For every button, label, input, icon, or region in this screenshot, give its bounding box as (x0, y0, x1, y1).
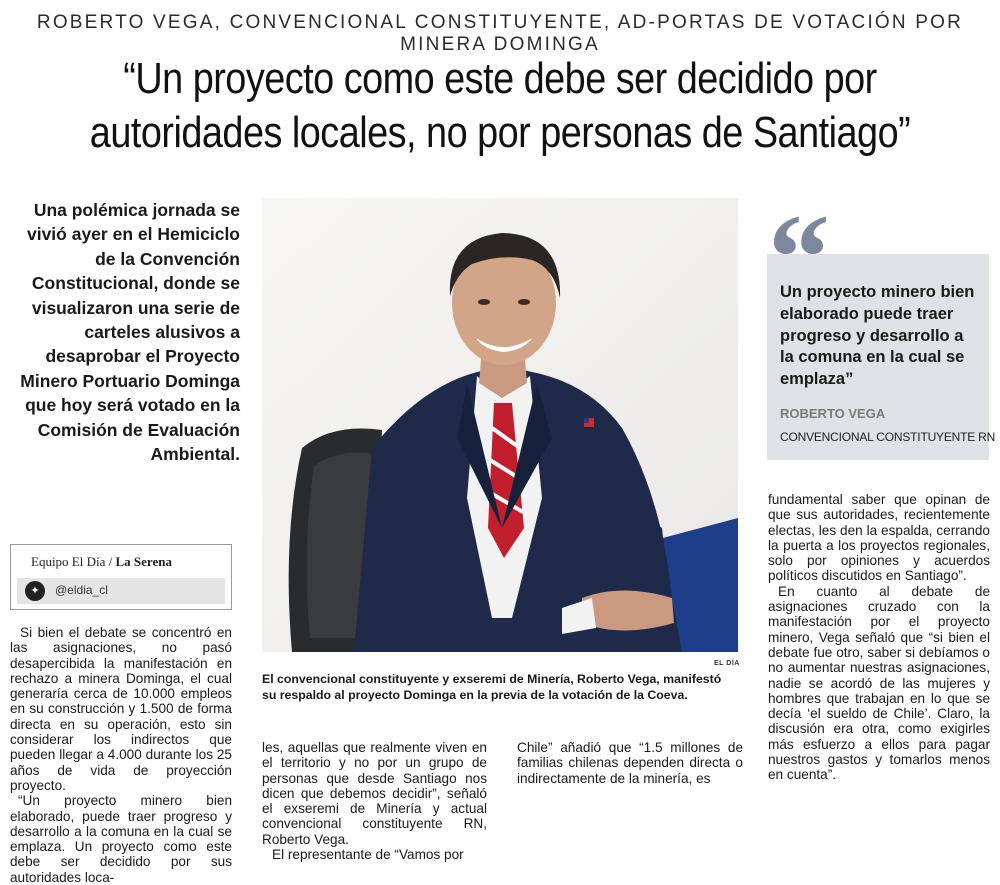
body-paragraph: En cuanto al debate de asignaciones cruzado con la manifestación por el proyecto minero, Vega señaló que “si bien el debate fue otro, saber si debíamos o no aumentar nuestras asignaciones, nadie se acordó de las mujeres y hombres que trabajan en lo que se decía ‘el sueldo de Chile’. Claro, la discusión era otra, como exigirles más esfuerzo a ellos para pagar nuestros gastos y tomarlos menos en cuenta”. (768, 583, 990, 783)
byline-box (10, 544, 232, 610)
twitter-handle[interactable]: @eldia_cl (55, 583, 108, 597)
body-column-4 (768, 492, 990, 783)
byline-author: Equipo El Día / (31, 554, 113, 569)
pull-quote-name: ROBERTO VEGA (780, 406, 886, 421)
pull-quote-text: Un proyecto minero bien elaborado puede traer progreso y desarrollo a la comuna en la cual se emplaza” (780, 283, 975, 389)
photo-caption: El convencional constituyente y exseremi de Minería, Roberto Vega, manifestó su respaldo al proyecto Dominga en la previa de la votación de la Coeva. (262, 672, 722, 702)
byline (31, 554, 172, 570)
body-column-2 (262, 740, 487, 862)
body-paragraph: Si bien el debate se concentró en las asignaciones, no pasó desapercibida la manifestación en rechazo a minera Dominga, el cual generaría cerca de 10.000 empleos en su construcción y 1.500 de forma directa en su operación, esto sin considerar los indirectos que pueden llegar a 4.000 durante los 25 años de vida de proyección proyecto. (10, 625, 232, 793)
body-paragraph: fundamental saber que opinan de que sus autoridades, recientemente electas, les den la espalda, cerrando la puerta a los proyectos regionales, solo por opiniones y acuerdos políticos discutidos en Santiago”. (768, 492, 990, 584)
body-paragraph: Chile” añadió que “1.5 millones de familias chilenas dependen directa o indirectamente de la minería, es (517, 740, 743, 786)
headline-line-1: “Un proyecto como este debe ser decidido por (123, 54, 877, 103)
body-paragraph: “Un proyecto minero bien elaborado, puede traer progreso y desarrollo a la comuna en la cual se emplaza. Un proyecto como este debe ser decidido por sus autoridades loca- (10, 793, 232, 885)
twitter-icon[interactable]: ✦ (25, 581, 45, 601)
portrait-illustration (262, 198, 738, 652)
body-paragraph: les, aquellas que realmente viven en el territorio y no por un grupo de personas que desde Santiago nos dicen que debemos decidir”, señaló el exseremi de Minería y actual convencional constituyente RN, Roberto Vega. (262, 740, 487, 847)
kicker: ROBERTO VEGA, CONVENCIONAL CONSTITUYENTE, AD-PORTAS DE VOTACIÓN POR MINERA DOMINGA (36, 12, 964, 55)
portrait-photo (262, 198, 738, 652)
body-column-1 (10, 625, 232, 885)
body-column-3 (517, 740, 743, 786)
photo-credit: EL DÍA (714, 660, 740, 667)
lead-paragraph: Una polémica jornada se vivió ayer en el Hemiciclo de la Convención Constitucional, donde se visualizaron una serie de carteles alusivos a desaprobar el Proyecto Minero Portuario Dominga que hoy será votado en la Comisión de Evaluación Ambiental. (20, 200, 240, 465)
headline-line-2: autoridades locales, no por personas de Santiago” (89, 108, 911, 157)
pull-quote-role: CONVENCIONAL CONSTITUYENTE RN (780, 430, 996, 444)
body-paragraph: El representante de “Vamos por (272, 847, 464, 863)
byline-city: La Serena (115, 554, 172, 569)
social-handle-bar (17, 578, 225, 604)
headline (70, 52, 930, 160)
